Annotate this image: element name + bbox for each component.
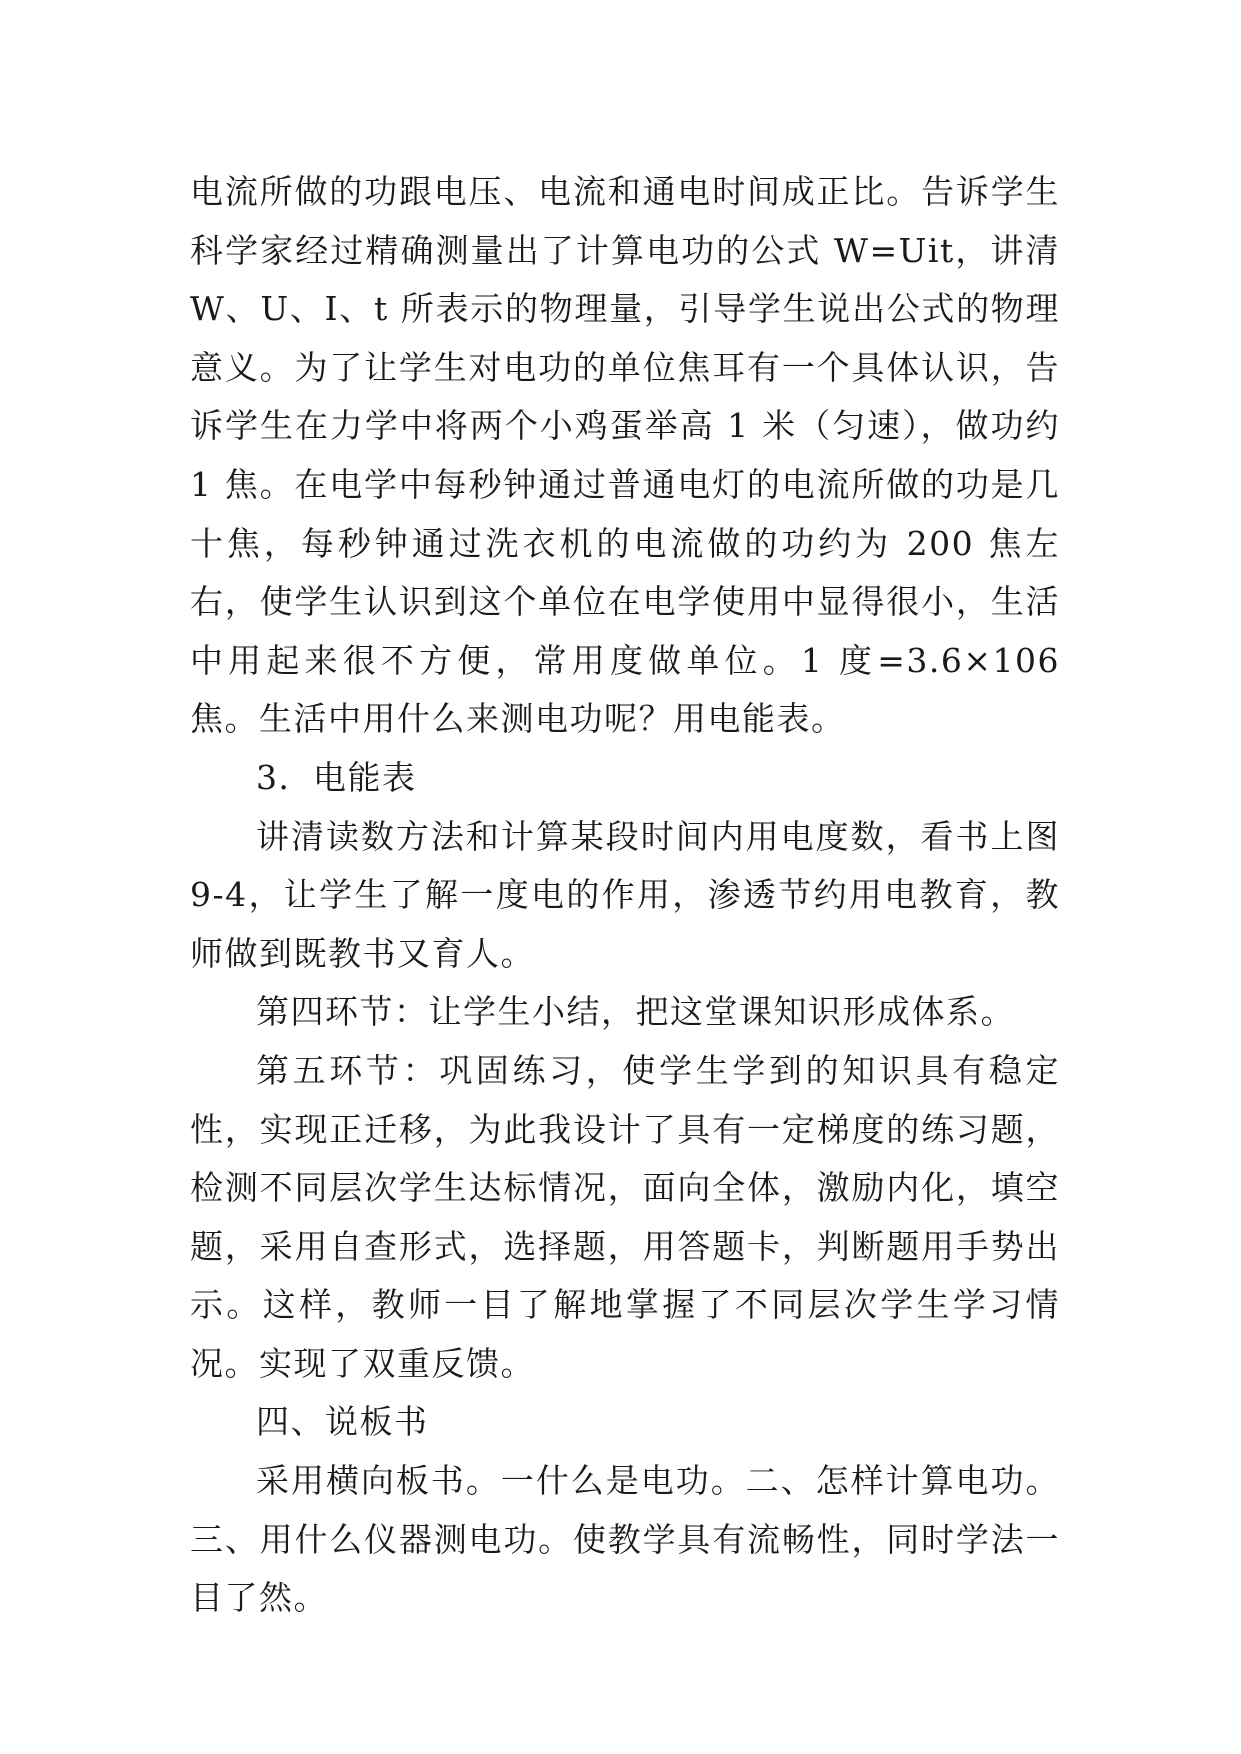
section-heading-energy-meter: 3．电能表 <box>256 757 417 797</box>
paragraph-electric-work-formula: 电流所做的功跟电压、电流和通电时间成正比。告诉学生科学家经过精确测量出了计算电功的公式 W=Uit，讲清 W、U、I、t 所表示的物理量，引导学生说出公式的物理意义。为了让学生对电功的单位焦耳有一个具体认识，告诉学生在力学中将两个小鸡蛋举高 1 米（匀速），做功约 1 焦。在电学中每秒钟通过普通电灯的电流所做的功是几十焦，每秒钟通过洗衣机的电流做的功约为 200 焦左右，使学生认识到这个单位在电学使用中显得很小，生活中用起来很不方便，常用度做单位。1 度=3.6×106 焦。生活中用什么来测电功呢？用电能表。 <box>190 172 1060 739</box>
paragraph-meter-reading: 讲清读数方法和计算某段时间内用电度数，看书上图 9-4，让学生了解一度电的作用，渗透节约用电教育，教师做到既教书又育人。 <box>190 816 1060 973</box>
paragraph-blackboard-layout: 采用横向板书。一什么是电功。二、怎样计算电功。三、用什么仪器测电功。使教学具有流畅性，同时学法一目了然。 <box>190 1461 1060 1618</box>
paragraph-stage-five: 第五环节：巩固练习，使学生学到的知识具有稳定性，实现正迁移，为此我设计了具有一定梯度的练习题，检测不同层次学生达标情况，面向全体，激励内化，填空题，采用自查形式，选择题，用答题卡，判断题用手势出示。这样，教师一目了解地掌握了不同层次学生学习情况。实现了双重反馈。 <box>190 1050 1060 1383</box>
paragraph-stage-four: 第四环节：让学生小结，把这堂课知识形成体系。 <box>256 992 1015 1032</box>
section-heading-blackboard: 四、说板书 <box>256 1402 429 1442</box>
document-body <box>190 163 1060 1628</box>
